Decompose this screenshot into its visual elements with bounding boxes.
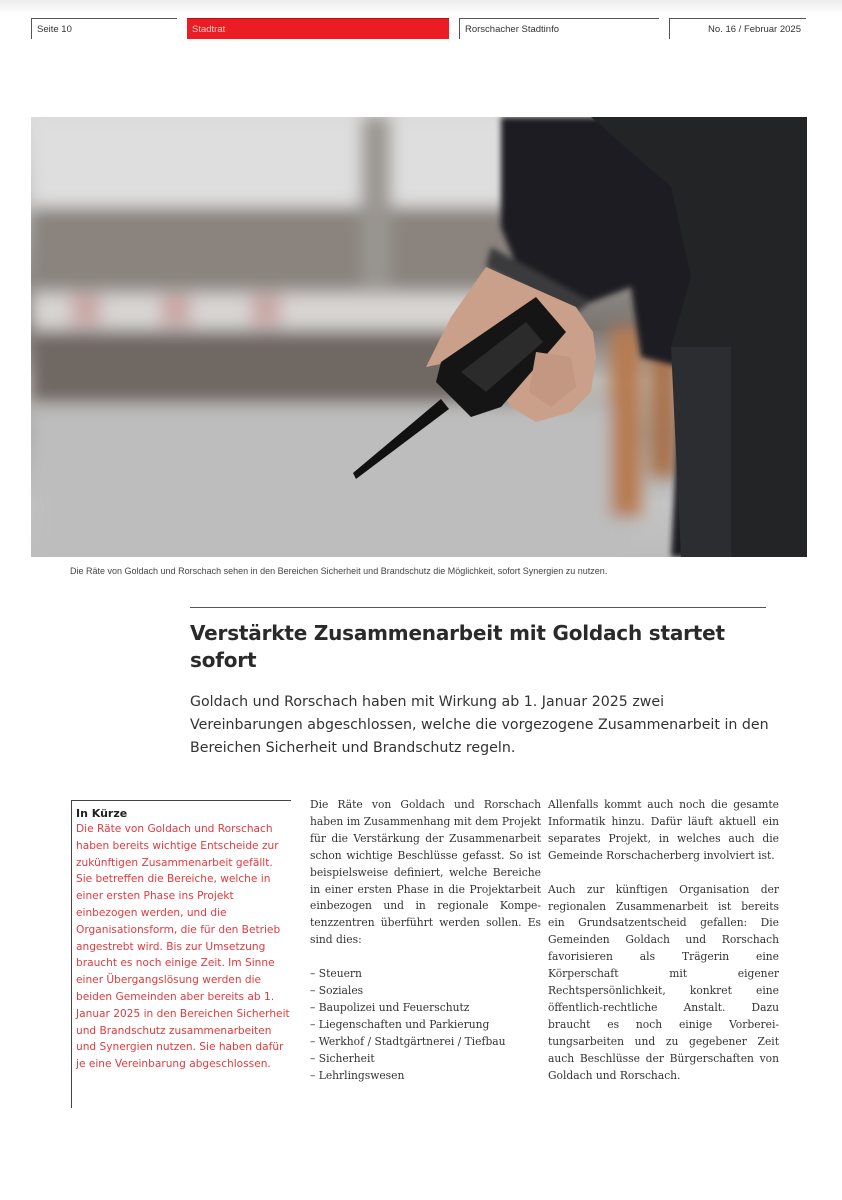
title-divider [190, 607, 766, 608]
page-top-shade [0, 0, 842, 14]
article-photo-walkie-talkie [31, 117, 807, 557]
list-item: – Baupolizei und Feuerschutz [310, 1000, 541, 1017]
list-item: – Lehrlingswesen [310, 1068, 541, 1085]
list-item: – Steuern [310, 966, 541, 983]
in-kuerze-text: Die Räte von Goldach und Rorschach haben bereits wichtige Entscheide zur zukünftigen Zusammenarbeit gefällt. Sie betreffen die Bereiche, welche in einer ersten Phase ins Projekt einbezogen werden, und die Organisationsform, die für den Betrieb angestrebt wird. Bis zur Umsetzung braucht es noch einige Zeit. Im Sinne einer Übergangslösung werden die beiden Gemeinden aber bereits ab 1. Januar 2025 in den Bereichen Sicherheit und Brandschutz zusammenarbeiten und Synergien nutzen. Sie haben dafür je eine Vereinbarung abgeschlossen. [76, 823, 290, 1071]
photo-caption: Die Räte von Goldach und Rorschach sehen in den Bereichen Sicherheit und Brandschutz die Möglichkeit, sofort Synergien zu nutzen. [70, 566, 608, 576]
in-kuerze-box [71, 800, 291, 1108]
list-item: – Sicherheit [310, 1051, 541, 1068]
column-1-paragraph: Die Räte von Goldach und Rorschach haben im Zusammenhang mit dem Projekt für die Verstärkung der Zusammenarbeit schon wichtige Beschlüsse gefasst. So ist beispielsweise definiert, welche Bereiche in einer ersten Phase in die Projektarbeit einbezogen und in regionale Kompetenzzentren überführt werden sollen. Es sind dies: [310, 798, 541, 947]
list-item: – Soziales [310, 983, 541, 1000]
column-2-paragraph: Allenfalls kommt auch noch die gesamte Informatik hinzu. Dafür läuft aktuell ein separates Projekt, in welches auch die Gemeinde Rorschacherberg involviert ist. [548, 798, 779, 862]
header-publication-name: Rorschacher Stadtinfo [459, 18, 659, 39]
header-issue: No. 16 / Februar 2025 [669, 18, 806, 39]
article-column-2 [548, 797, 779, 1102]
bereiche-list [310, 966, 541, 1084]
article-column-1 [310, 797, 541, 1085]
column-2-paragraph: Auch zur künftigen Organisation der regionalen Zusammenarbeit ist bereits ein Grundsatzentscheid gefallen: Die Gemeinden Goldach und Rorschach favorisieren als Trägerin eine Körperschaft mit eigener Rechtspersönlichkeit, konkret eine öffentlich-rechtliche Anstalt. Dazu braucht es noch einige Vorbereitungsarbeiten und zu gegebener Zeit auch Beschlüsse der Bürgerschaften von Goldach und Rorschach. [548, 882, 779, 1082]
list-item: – Werkhof / Stadtgärtnerei / Tiefbau [310, 1034, 541, 1051]
header-section-tag: Stadtrat [187, 18, 449, 39]
photo-illustration [31, 117, 807, 557]
article-lead: Goldach und Rorschach haben mit Wirkung ab 1. Januar 2025 zwei Vereinbarungen abgeschlossen, welche die vorgezogene Zusammenarbeit in den Bereichen Sicherheit und Brandschutz regeln. [190, 694, 769, 756]
in-kuerze-heading: In Kürze [76, 807, 128, 820]
article-title: Verstärkte Zusammenarbeit mit Goldach startet sofort [190, 621, 725, 672]
list-item: – Liegenschaften und Parkierung [310, 1017, 541, 1034]
header-page-number: Seite 10 [31, 18, 177, 39]
